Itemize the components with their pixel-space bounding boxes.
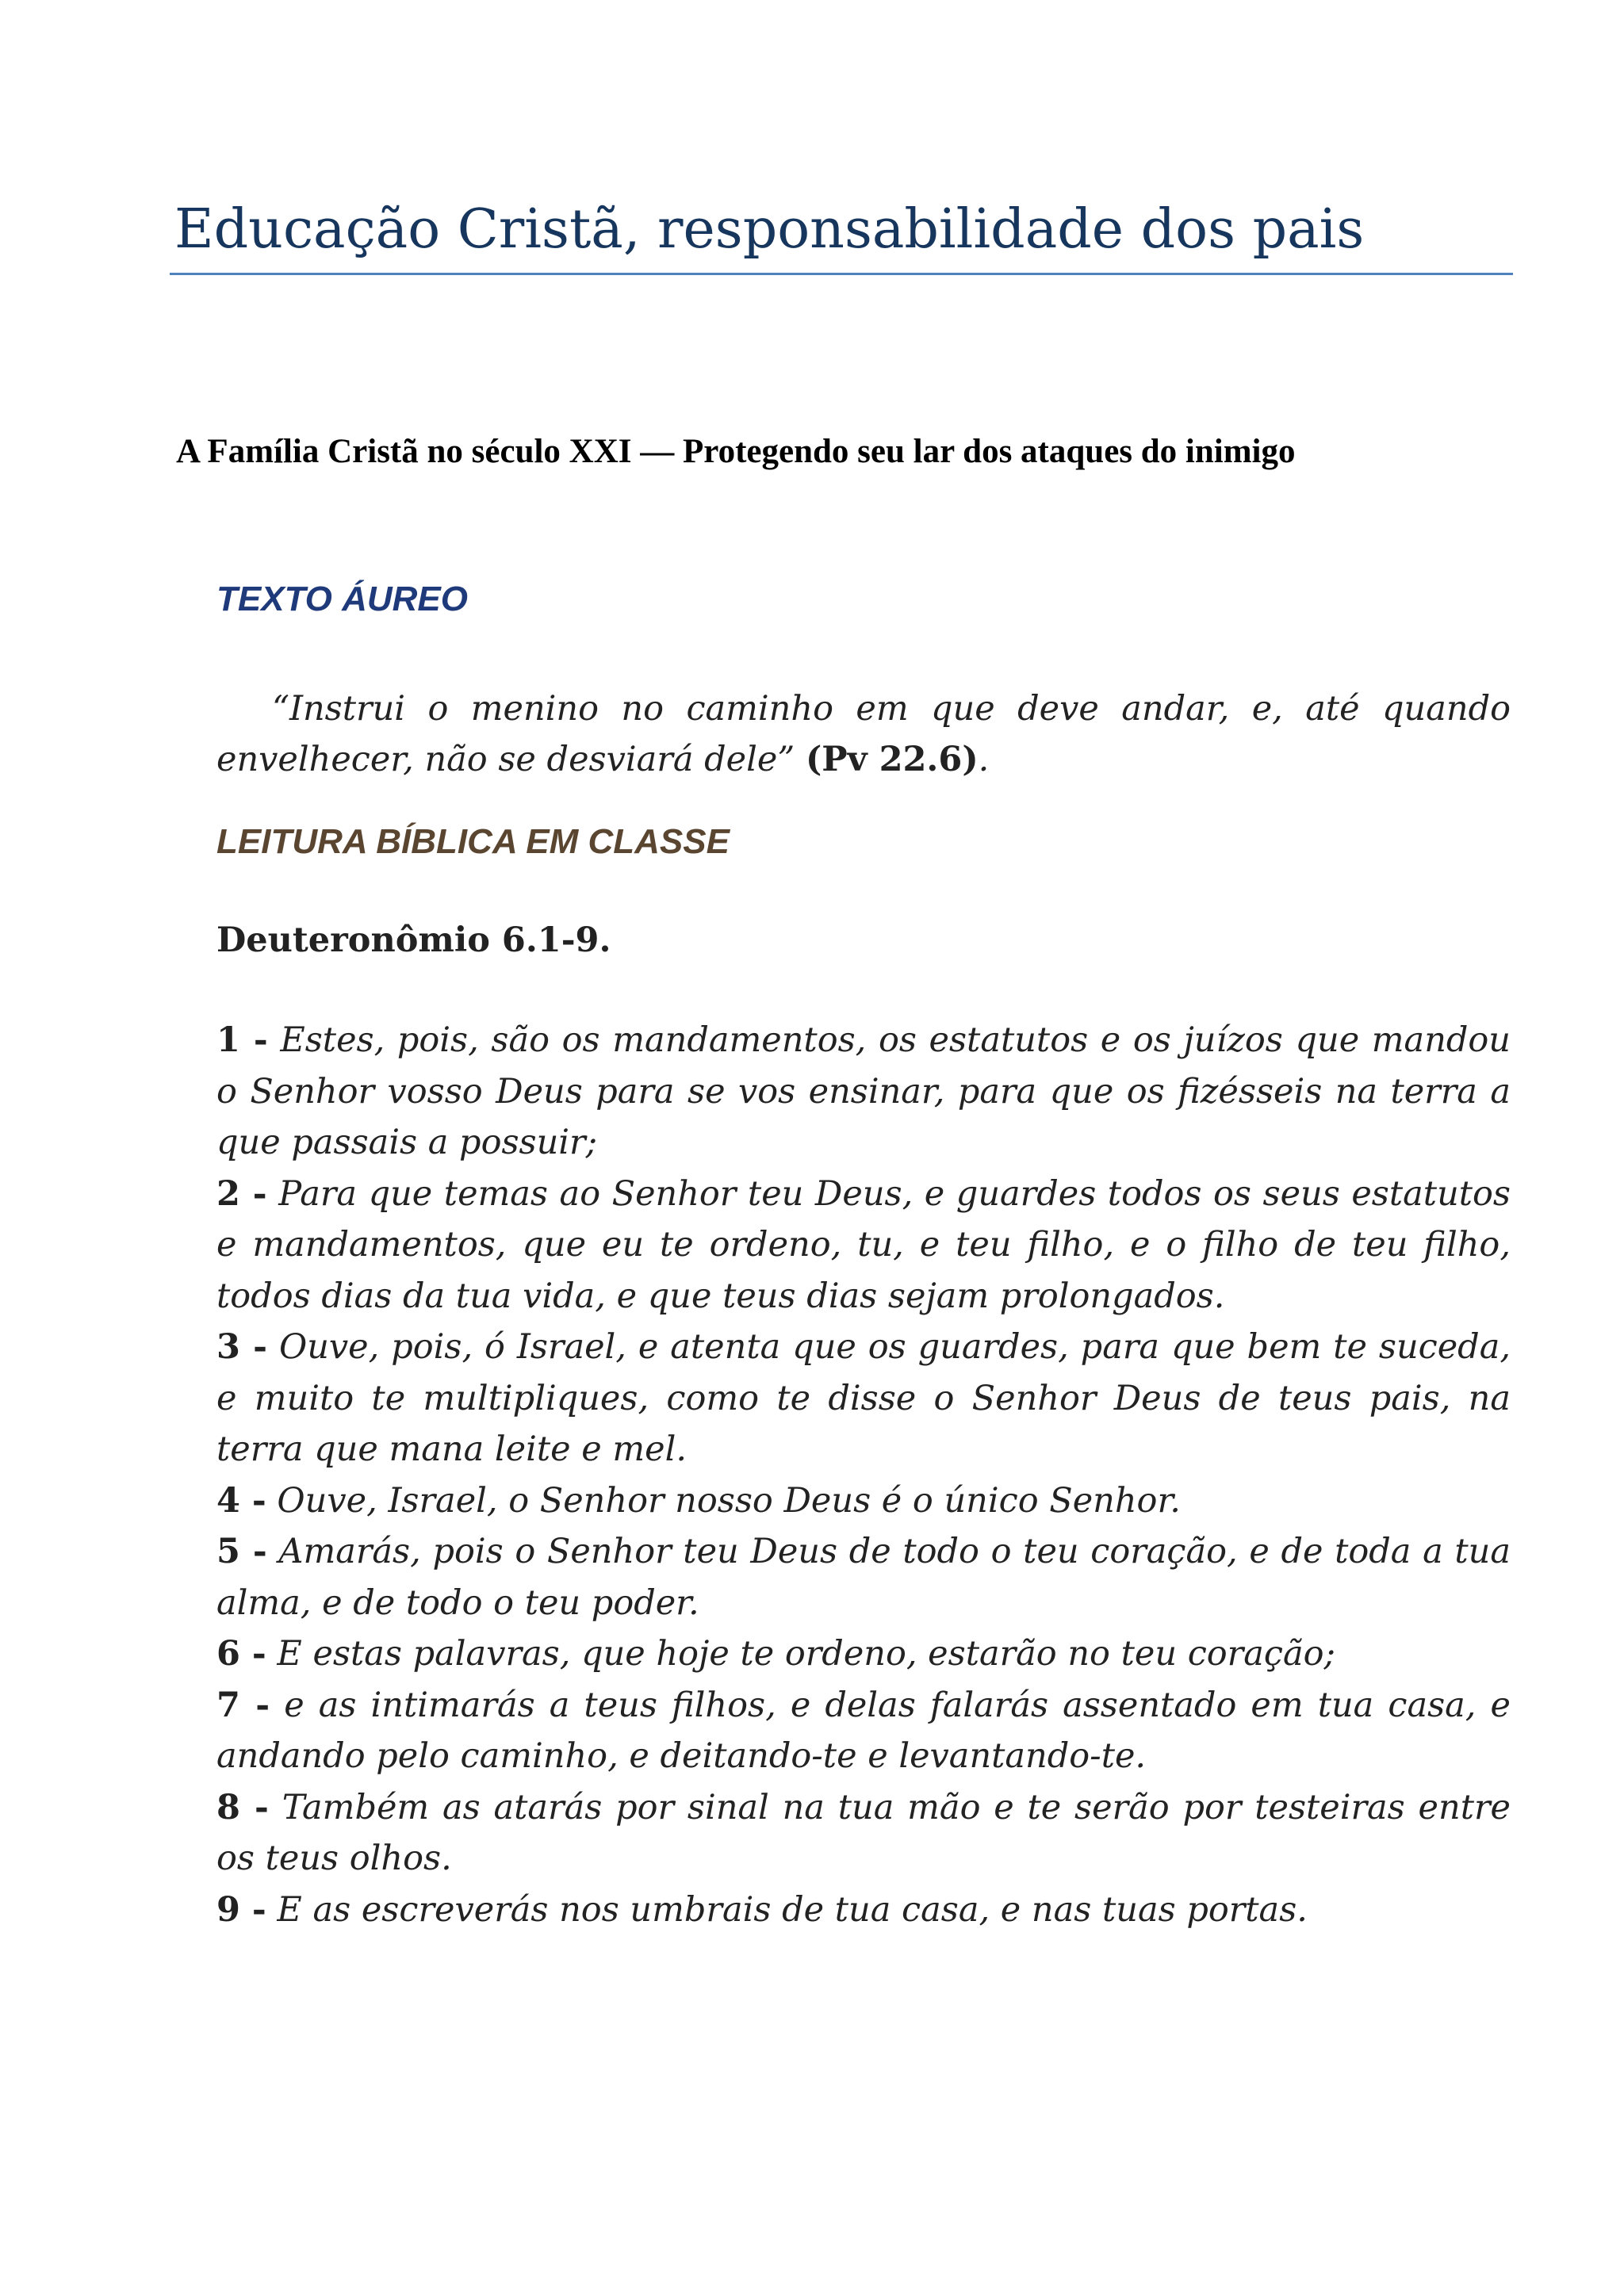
verse-text: Amarás, pois o Senhor teu Deus de todo o teu coração, e de toda a tua alma, e de todo o teu poder. — [216, 1532, 1511, 1623]
verse-text: Ouve, Israel, o Senhor nosso Deus é o único Senhor. — [277, 1480, 1181, 1521]
verse-number: 9 - — [216, 1889, 266, 1930]
verse-number: 6 - — [216, 1634, 266, 1674]
verse-number: 2 - — [216, 1173, 267, 1214]
page-title: Educação Cristã, responsabilidade dos pais — [174, 198, 1365, 261]
golden-text-heading: TEXTO ÁUREO — [216, 580, 469, 618]
verse-text: Estes, pois, são os mandamentos, os estatutos e os juízos que mandou o Senhor vosso Deus para se vos ensinar, para que os fizésseis na terra a que passais a possuir; — [216, 1020, 1511, 1162]
lesson-content — [216, 571, 1511, 1935]
verse-text: E estas palavras, que hoje te ordeno, estarão no teu coração; — [277, 1634, 1335, 1674]
verse-text: Também as atarás por sinal na tua mão e te serão por testeiras entre os teus olhos. — [216, 1787, 1511, 1878]
golden-text-quote — [216, 683, 1511, 785]
passage-reference: Deuteronômio 6.1-9. — [216, 920, 611, 960]
verse-list — [216, 1015, 1511, 1935]
verse — [216, 1169, 1511, 1322]
verse-text: E as escreverás nos umbrais de tua casa, e nas tuas portas. — [277, 1889, 1308, 1930]
verse-text: Ouve, pois, ó Israel, e atenta que os guardes, para que bem te suceda, e muito te multipliques, como te disse o Senhor Deus de teus pais, na terra que mana leite e mel. — [216, 1327, 1511, 1469]
verse-number: 8 - — [216, 1787, 269, 1827]
golden-text-end: . — [978, 740, 990, 779]
verse-number: 5 - — [216, 1532, 267, 1571]
verse-number: 3 - — [216, 1327, 267, 1367]
verse — [216, 1680, 1511, 1782]
verse-number: 7 - — [216, 1685, 270, 1725]
verse-text: Para que temas ao Senhor teu Deus, e guardes todos os seus estatutos e mandamentos, que eu te ordeno, tu, e teu filho, e o filho de teu filho, todos dias da tua vida, e que teus dias sejam prolongados. — [216, 1173, 1511, 1316]
verse — [216, 1475, 1511, 1527]
title-underline — [170, 273, 1513, 275]
verse — [216, 1322, 1511, 1475]
verse-text: e as intimarás a teus filhos, e delas falarás assentado em tua casa, e andando pelo caminho, e deitando-te e levantando-te. — [216, 1685, 1511, 1776]
verse-number: 1 - — [216, 1020, 268, 1060]
verse — [216, 1885, 1511, 1936]
verse — [216, 1782, 1511, 1885]
verse-number: 4 - — [216, 1480, 266, 1521]
bible-reading-heading: LEITURA BÍBLICA EM CLASSE — [216, 822, 730, 861]
verse — [216, 1526, 1511, 1628]
verse — [216, 1628, 1511, 1680]
verse — [216, 1015, 1511, 1169]
golden-text-reference: (Pv 22.6) — [805, 740, 979, 779]
golden-text-body: “Instrui o menino no caminho em que deve andar, e, até quando envelhecer, não se desviará dele” — [216, 689, 1511, 779]
page-subtitle: A Família Cristã no século XXI — Protegendo seu lar dos ataques do inimigo — [176, 433, 1296, 470]
